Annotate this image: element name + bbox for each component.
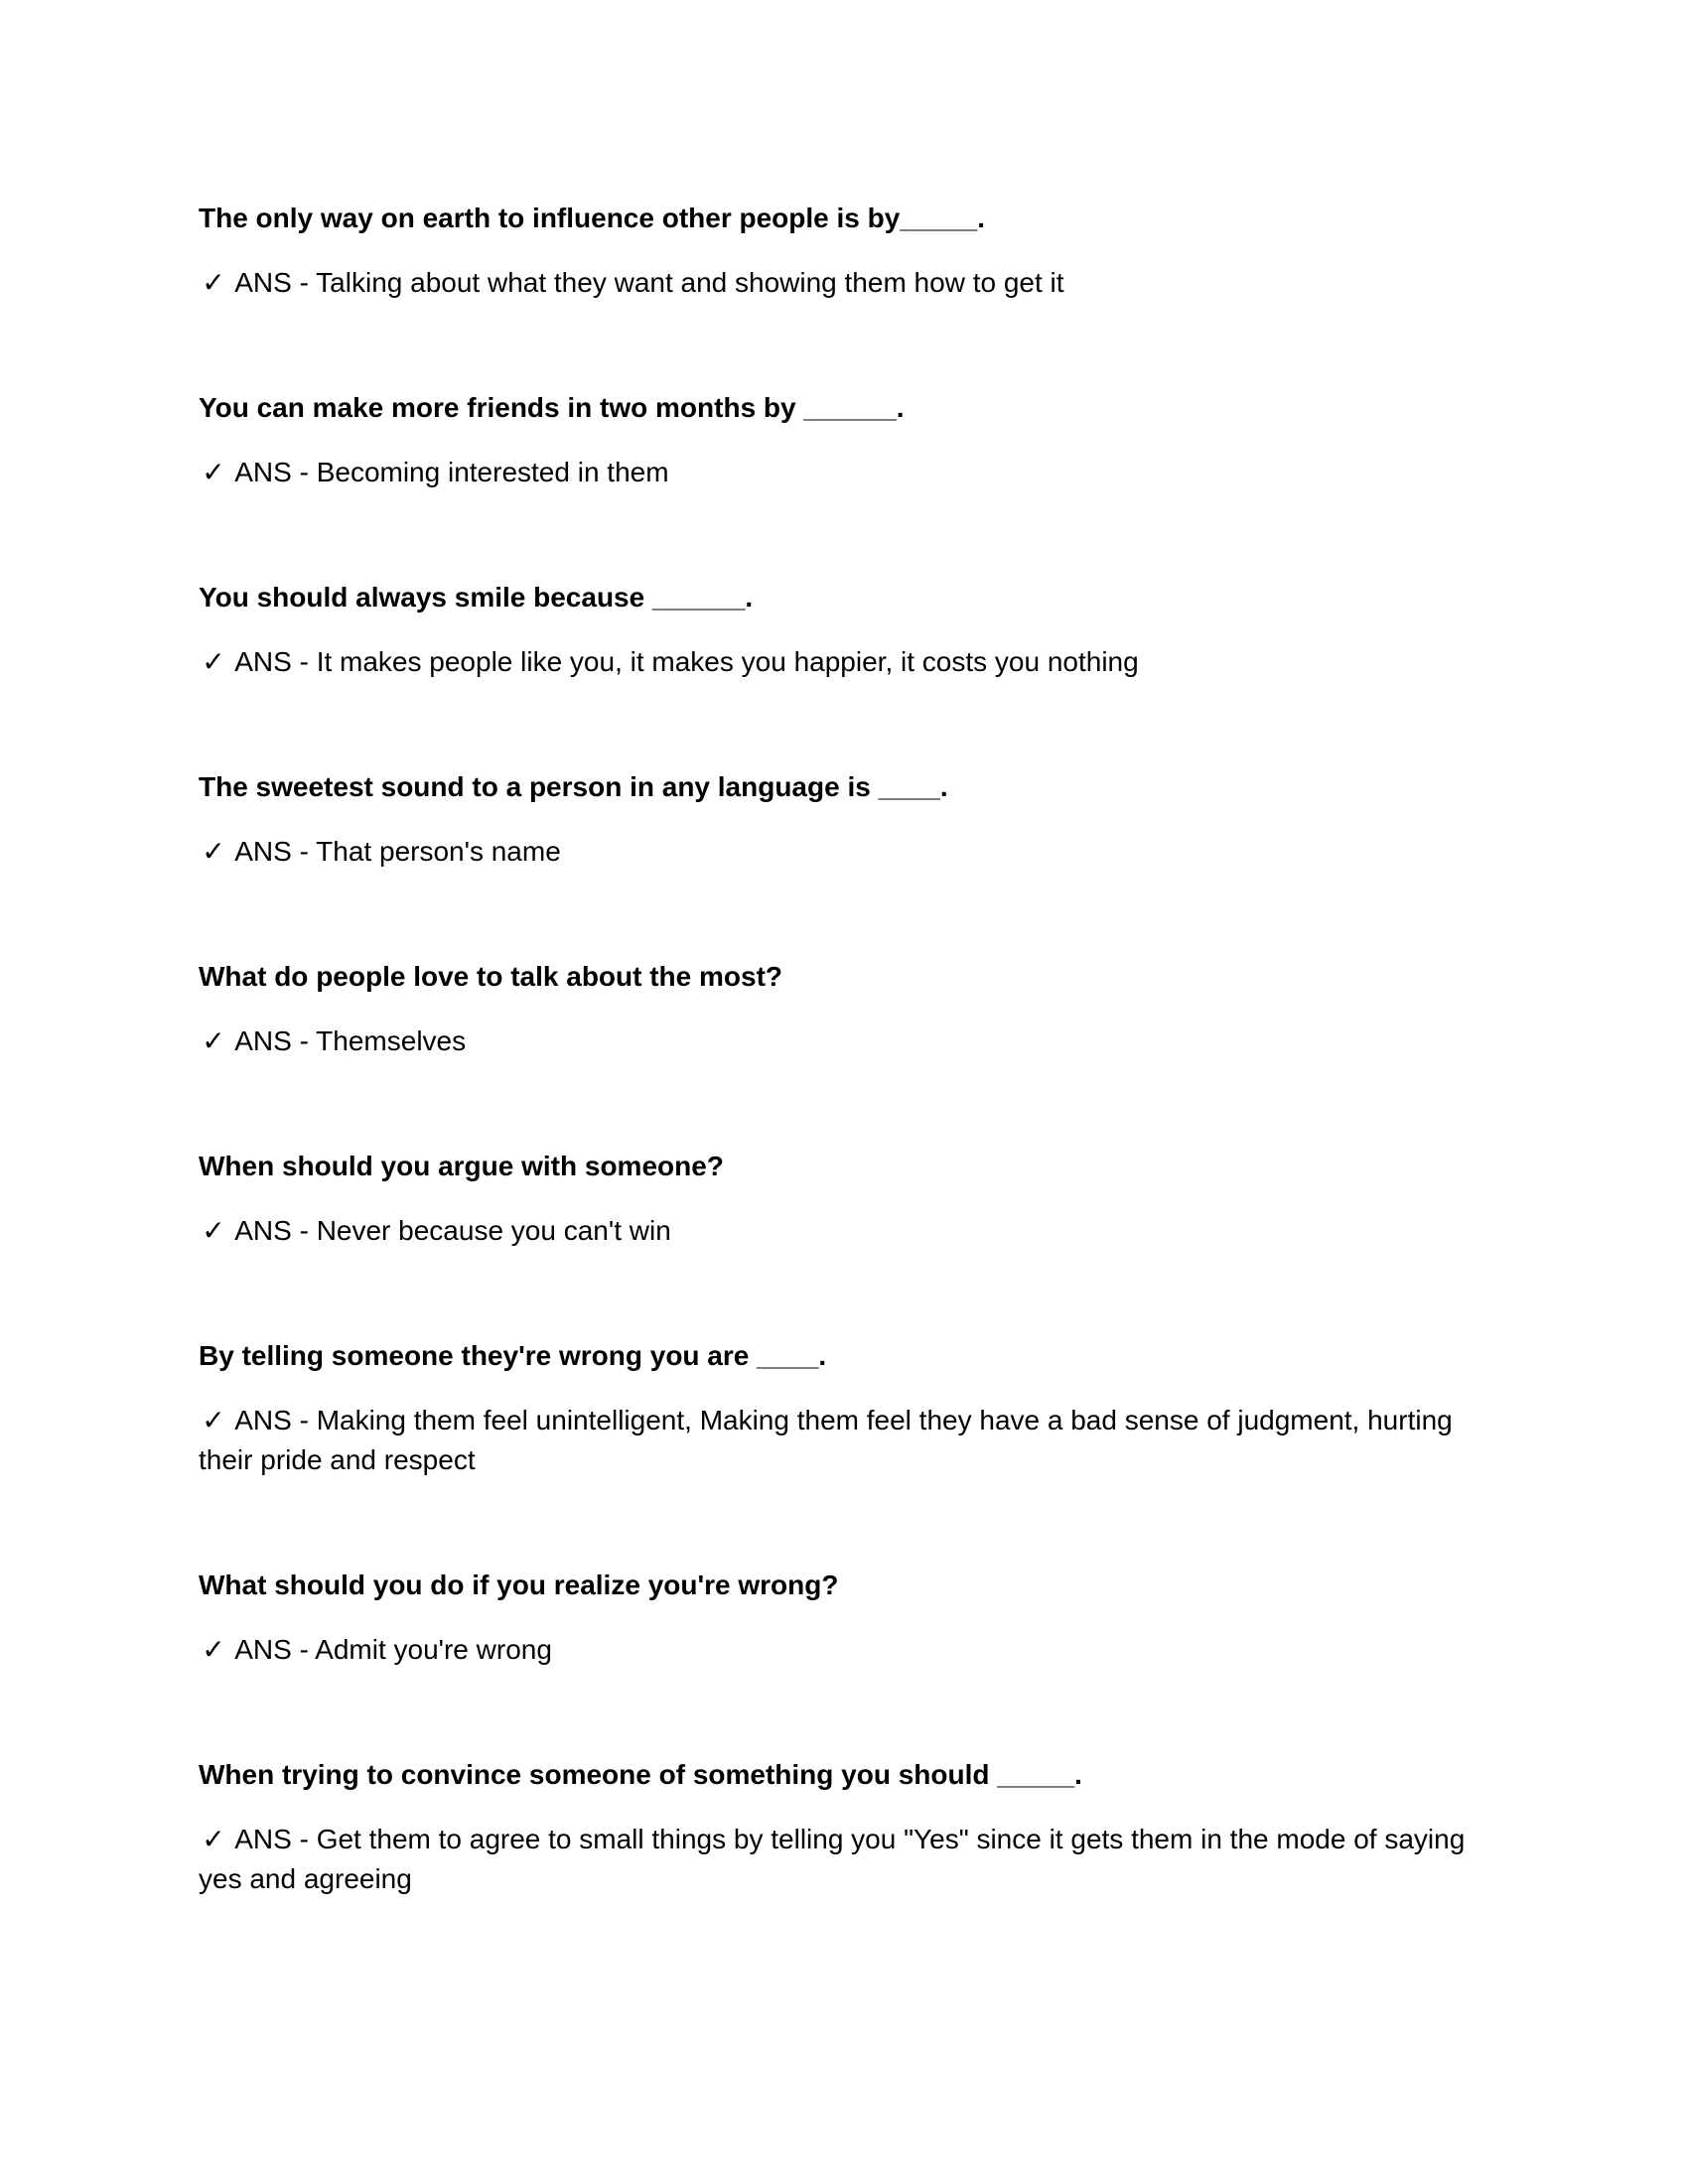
question-text: The sweetest sound to a person in any language is ____. xyxy=(199,771,948,802)
answer-text: ANS - Talking about what they want and showing them how to get it xyxy=(234,267,1064,298)
qa-item xyxy=(199,199,1489,388)
answer-text: ANS - Themselves xyxy=(234,1025,467,1056)
answer-line xyxy=(199,1211,1489,1251)
qa-item xyxy=(199,1336,1489,1566)
answer-line xyxy=(199,1401,1489,1480)
question-text: You can make more friends in two months by ______. xyxy=(199,392,905,423)
qa-item xyxy=(199,578,1489,767)
question-text: When should you argue with someone? xyxy=(199,1151,724,1181)
qa-item xyxy=(199,957,1489,1147)
question-text: When trying to convince someone of something you should _____. xyxy=(199,1759,1082,1790)
qa-item xyxy=(199,1147,1489,1336)
answer-text: ANS - Making them feel unintelligent, Making them feel they have a bad sense of judgment, hurting their pride and respect xyxy=(199,1405,1453,1475)
answer-text: ANS - Never because you can't win xyxy=(234,1215,671,1246)
answer-text: ANS - Becoming interested in them xyxy=(234,457,669,487)
check-icon: ✓ xyxy=(202,266,225,299)
qa-item xyxy=(199,1566,1489,1755)
answer-text: ANS - Admit you're wrong xyxy=(234,1634,552,1665)
qa-item xyxy=(199,388,1489,578)
answer-text: ANS - Get them to agree to small things by telling you "Yes" since it gets them in the mode of saying yes and agreeing xyxy=(199,1824,1466,1894)
answer-line xyxy=(199,1022,1489,1061)
qa-item xyxy=(199,1755,1489,1984)
answer-line xyxy=(199,1630,1489,1670)
answer-line xyxy=(199,1820,1489,1899)
answer-text: ANS - That person's name xyxy=(234,836,561,867)
check-icon: ✓ xyxy=(202,1404,225,1436)
check-icon: ✓ xyxy=(202,456,225,488)
answer-line xyxy=(199,832,1489,872)
answer-text: ANS - It makes people like you, it makes you happier, it costs you nothing xyxy=(234,646,1139,677)
question-text: You should always smile because ______. xyxy=(199,582,754,613)
qa-item xyxy=(199,767,1489,957)
answer-line xyxy=(199,453,1489,492)
answer-line xyxy=(199,642,1489,682)
answer-line xyxy=(199,263,1489,303)
check-icon: ✓ xyxy=(202,1633,225,1666)
check-icon: ✓ xyxy=(202,835,225,868)
document-page xyxy=(199,199,1489,1984)
check-icon: ✓ xyxy=(202,1823,225,1855)
check-icon: ✓ xyxy=(202,645,225,678)
question-text: The only way on earth to influence other people is by_____. xyxy=(199,203,985,233)
check-icon: ✓ xyxy=(202,1214,225,1247)
question-text: What do people love to talk about the most? xyxy=(199,961,783,992)
check-icon: ✓ xyxy=(202,1024,225,1057)
question-text: What should you do if you realize you're wrong? xyxy=(199,1570,839,1600)
question-text: By telling someone they're wrong you are ____. xyxy=(199,1340,827,1371)
